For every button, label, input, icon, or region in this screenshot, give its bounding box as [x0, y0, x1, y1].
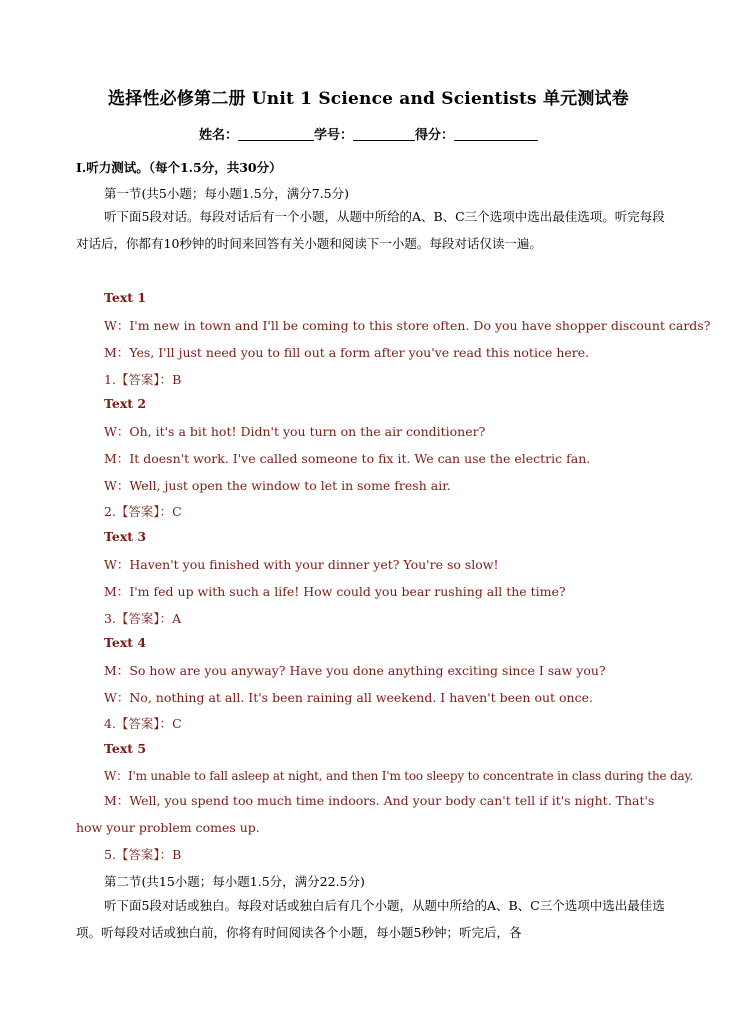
- text-label: Text 2: [104, 396, 147, 411]
- dialogue-line: [104, 661, 606, 679]
- text-label: Text 4: [104, 635, 147, 650]
- speaker: W：: [104, 424, 130, 439]
- utterance: I'm fed up with such a life! How could you bear rushing all the time?: [129, 584, 566, 599]
- speaker: M：: [104, 451, 130, 466]
- dialogue-line: [104, 582, 566, 600]
- utterance: Well, just open the window to let in some fresh air.: [129, 478, 451, 493]
- dialogue-line: [104, 767, 693, 784]
- speaker: W：: [104, 690, 130, 705]
- answer: 2.【答案】：C: [104, 504, 182, 519]
- utterance: I'm new in town and I'll be coming to this store often. Do you have shopper discount cards?: [129, 318, 711, 333]
- dialogue-line: [104, 555, 499, 573]
- part2-instructions: 听下面5段对话或独白。每段对话或独白后有几个小题，从题中所给的A、B、C三个选项中选出最佳选项。听每段对话或独白前，你将有时间阅读各个小题，每小题5秒钟；听完后，各: [76, 898, 665, 940]
- dialogue-line: [104, 688, 593, 706]
- text-label: Text 1: [104, 290, 147, 305]
- answer: 1.【答案】：B: [104, 372, 182, 387]
- dialogue-line: [104, 422, 485, 440]
- part1-header: 第一节(共5小题；每小题1.5分，满分7.5分): [104, 186, 349, 201]
- speaker: M：: [104, 584, 130, 599]
- score-blank[interactable]: [454, 127, 538, 141]
- speaker: W：: [104, 318, 130, 333]
- utterance: I'm unable to fall asleep at night, and then I'm too sleepy to concentrate in class during the day.: [127, 769, 694, 783]
- speaker: W：: [104, 557, 130, 572]
- speaker: M：: [104, 663, 130, 678]
- id-label: 学号：: [313, 128, 353, 143]
- dialogue-line: [104, 449, 590, 467]
- dialogue-line: [76, 787, 666, 841]
- speaker: W：: [104, 769, 128, 783]
- text-label: Text 5: [104, 741, 147, 756]
- utterance: Oh, it's a bit hot! Didn't you turn on the air conditioner?: [129, 424, 486, 439]
- text-label: Text 3: [104, 529, 147, 544]
- utterance: So how are you anyway? Have you done anything exciting since I saw you?: [129, 663, 606, 678]
- utterance: It doesn't work. I've called someone to fix it. We can use the electric fan.: [129, 451, 591, 466]
- speaker: M：: [104, 793, 130, 808]
- speaker: W：: [104, 478, 130, 493]
- id-blank[interactable]: [353, 127, 415, 141]
- name-label: 姓名：: [198, 128, 238, 143]
- score-label: 得分：: [415, 128, 455, 143]
- utterance: Haven't you finished with your dinner yet? You're so slow!: [129, 557, 499, 572]
- utterance: Well, you spend too much time indoors. And your body can't tell if it's night. That's how your problem comes up.: [76, 793, 655, 835]
- section-heading: I.听力测试。（每个1.5分，共30分）: [76, 160, 282, 175]
- name-blank[interactable]: [238, 127, 314, 141]
- part1-instructions: 听下面5段对话。每段对话后有一个小题，从题中所给的A、B、C三个选项中选出最佳选项。听完每段对话后，你都有10秒钟的时间来回答有关小题和阅读下一小题。每段对话仅读一遍。: [76, 209, 665, 251]
- answer: 4.【答案】：C: [104, 716, 182, 731]
- utterance: No, nothing at all. It's been raining all weekend. I haven't been out once.: [129, 690, 593, 705]
- dialogue-line: [104, 343, 589, 361]
- dialogue-line: [104, 316, 710, 334]
- page-title: 选择性必修第二册 Unit 1 Science and Scientists 单元测试卷: [108, 89, 629, 109]
- part2-header: 第二节(共15小题；每小题1.5分，满分22.5分): [104, 874, 365, 889]
- dialogue-line: [104, 476, 451, 494]
- answer: 5.【答案】：B: [104, 847, 182, 862]
- utterance: Yes, I'll just need you to fill out a form after you've read this notice here.: [129, 345, 590, 360]
- speaker: M：: [104, 345, 130, 360]
- answer: 3.【答案】：A: [104, 611, 182, 626]
- student-info-row: [0, 124, 737, 143]
